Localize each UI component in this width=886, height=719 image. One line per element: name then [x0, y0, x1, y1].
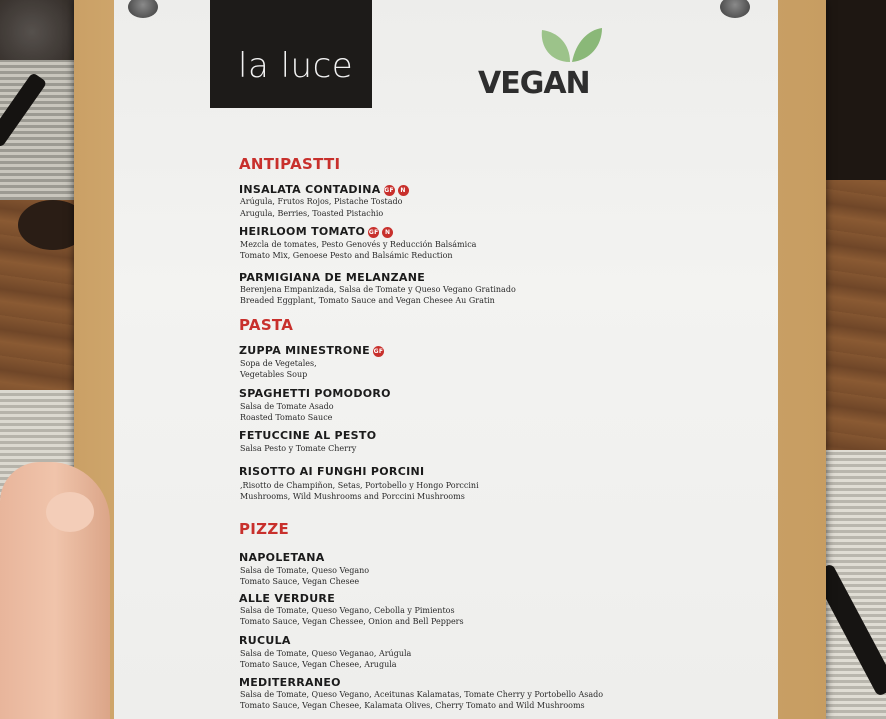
gluten-free-badge: GF	[384, 186, 394, 194]
nuts-badge: N	[398, 185, 409, 196]
menu-item-name: MEDITERRANEO	[239, 676, 341, 689]
restaurant-logo: la luce	[238, 46, 354, 86]
menu-item-desc-en: Arugula, Berries, Toasted Pistachio	[240, 209, 384, 218]
section-title-pizze: PIZZE	[239, 520, 290, 538]
menu-item-name: ZUPPA MINESTRONE GF	[239, 344, 384, 357]
menu-item-desc-en: Tomato Sauce, Vegan Chesee, Kalamata Olives, Cherry Tomato and Wild Mushrooms	[240, 701, 585, 710]
menu-item-desc-es: Salsa de Tomate, Queso Vegano	[240, 566, 370, 575]
gluten-free-badge: GF	[368, 228, 379, 236]
gluten-free-badge: GF	[373, 347, 384, 355]
menu-item-desc-en: Vegetables Soup	[240, 370, 308, 379]
menu-item-name: RISOTTO AI FUNGHI PORCINI	[239, 465, 425, 478]
menu-item-name: NAPOLETANA	[239, 551, 325, 564]
menu-item-desc-es: Salsa de Tomate Asado	[240, 402, 334, 411]
leaf-icon	[540, 26, 604, 66]
menu-item-name: SPAGHETTI POMODORO	[239, 387, 391, 400]
menu-item-name: PARMIGIANA DE MELANZANE	[239, 271, 426, 284]
menu-item-desc-es: Salsa Pesto y Tomate Cherry	[240, 444, 357, 453]
menu-item-desc-es: Salsa de Tomate, Queso Vegano, Aceitunas Kalamatas, Tomate Cherry y Portobello Asado	[240, 690, 604, 699]
fingernail	[46, 492, 94, 532]
menu-item-desc-en: Tomato Mix, Genoese Pesto and Balsámic Reduction	[240, 251, 453, 260]
menu-item-desc-en: Tomato Sauce, Vegan Chessee, Onion and Bell Peppers	[240, 617, 464, 626]
menu-item-desc-es: Salsa de Tomate, Queso Vegano, Cebolla y Pimientos	[240, 606, 455, 615]
menu-item-desc-en: Tomato Sauce, Vegan Chesee	[240, 577, 360, 586]
menu-item-desc-es: Sopa de Vegetales,	[240, 359, 317, 368]
menu-item-name: HEIRLOOM TOMATO GF N	[239, 225, 393, 238]
menu-item-desc-en: Roasted Tomato Sauce	[240, 413, 333, 422]
section-title-antipasti: ANTIPASTTI	[239, 155, 341, 173]
menu-item-desc-es: Salsa de Tomate, Queso Veganao, Arúgula	[240, 649, 412, 658]
menu-item-desc-es: Berenjena Empanizada, Salsa de Tomate y Queso Vegano Gratinado	[240, 285, 516, 294]
menu-item-name: FETUCCINE AL PESTO	[239, 429, 377, 442]
menu-item-name: ALLE VERDURE	[239, 592, 336, 605]
nuts-badge: N	[382, 227, 393, 238]
menu-item-desc-en: Breaded Eggplant, Tomato Sauce and Vegan Chesee Au Gratin	[240, 296, 495, 305]
menu-item-desc-en: Mushrooms, Wild Mushrooms and Porccini Mushrooms	[240, 492, 465, 501]
section-title-pasta: PASTA	[239, 316, 294, 334]
menu-item-name: RUCULA	[239, 634, 291, 647]
menu-item-desc-en: Tomato Sauce, Vegan Chesee, Arugula	[240, 660, 397, 669]
vegan-label: VEGAN	[478, 66, 590, 101]
menu-item-desc-es: Mezcla de tomates, Pesto Genovés y Reducción Balsámica	[240, 240, 477, 249]
menu-item-desc-es: Arúgula, Frutos Rojos, Pistache Tostado	[240, 197, 403, 206]
menu-item-name: INSALATA CONTADINA GF N	[239, 183, 409, 196]
menu-item-desc-es: ,Risotto de Champiñon, Setas, Portobello y Hongo Porccini	[240, 481, 479, 490]
